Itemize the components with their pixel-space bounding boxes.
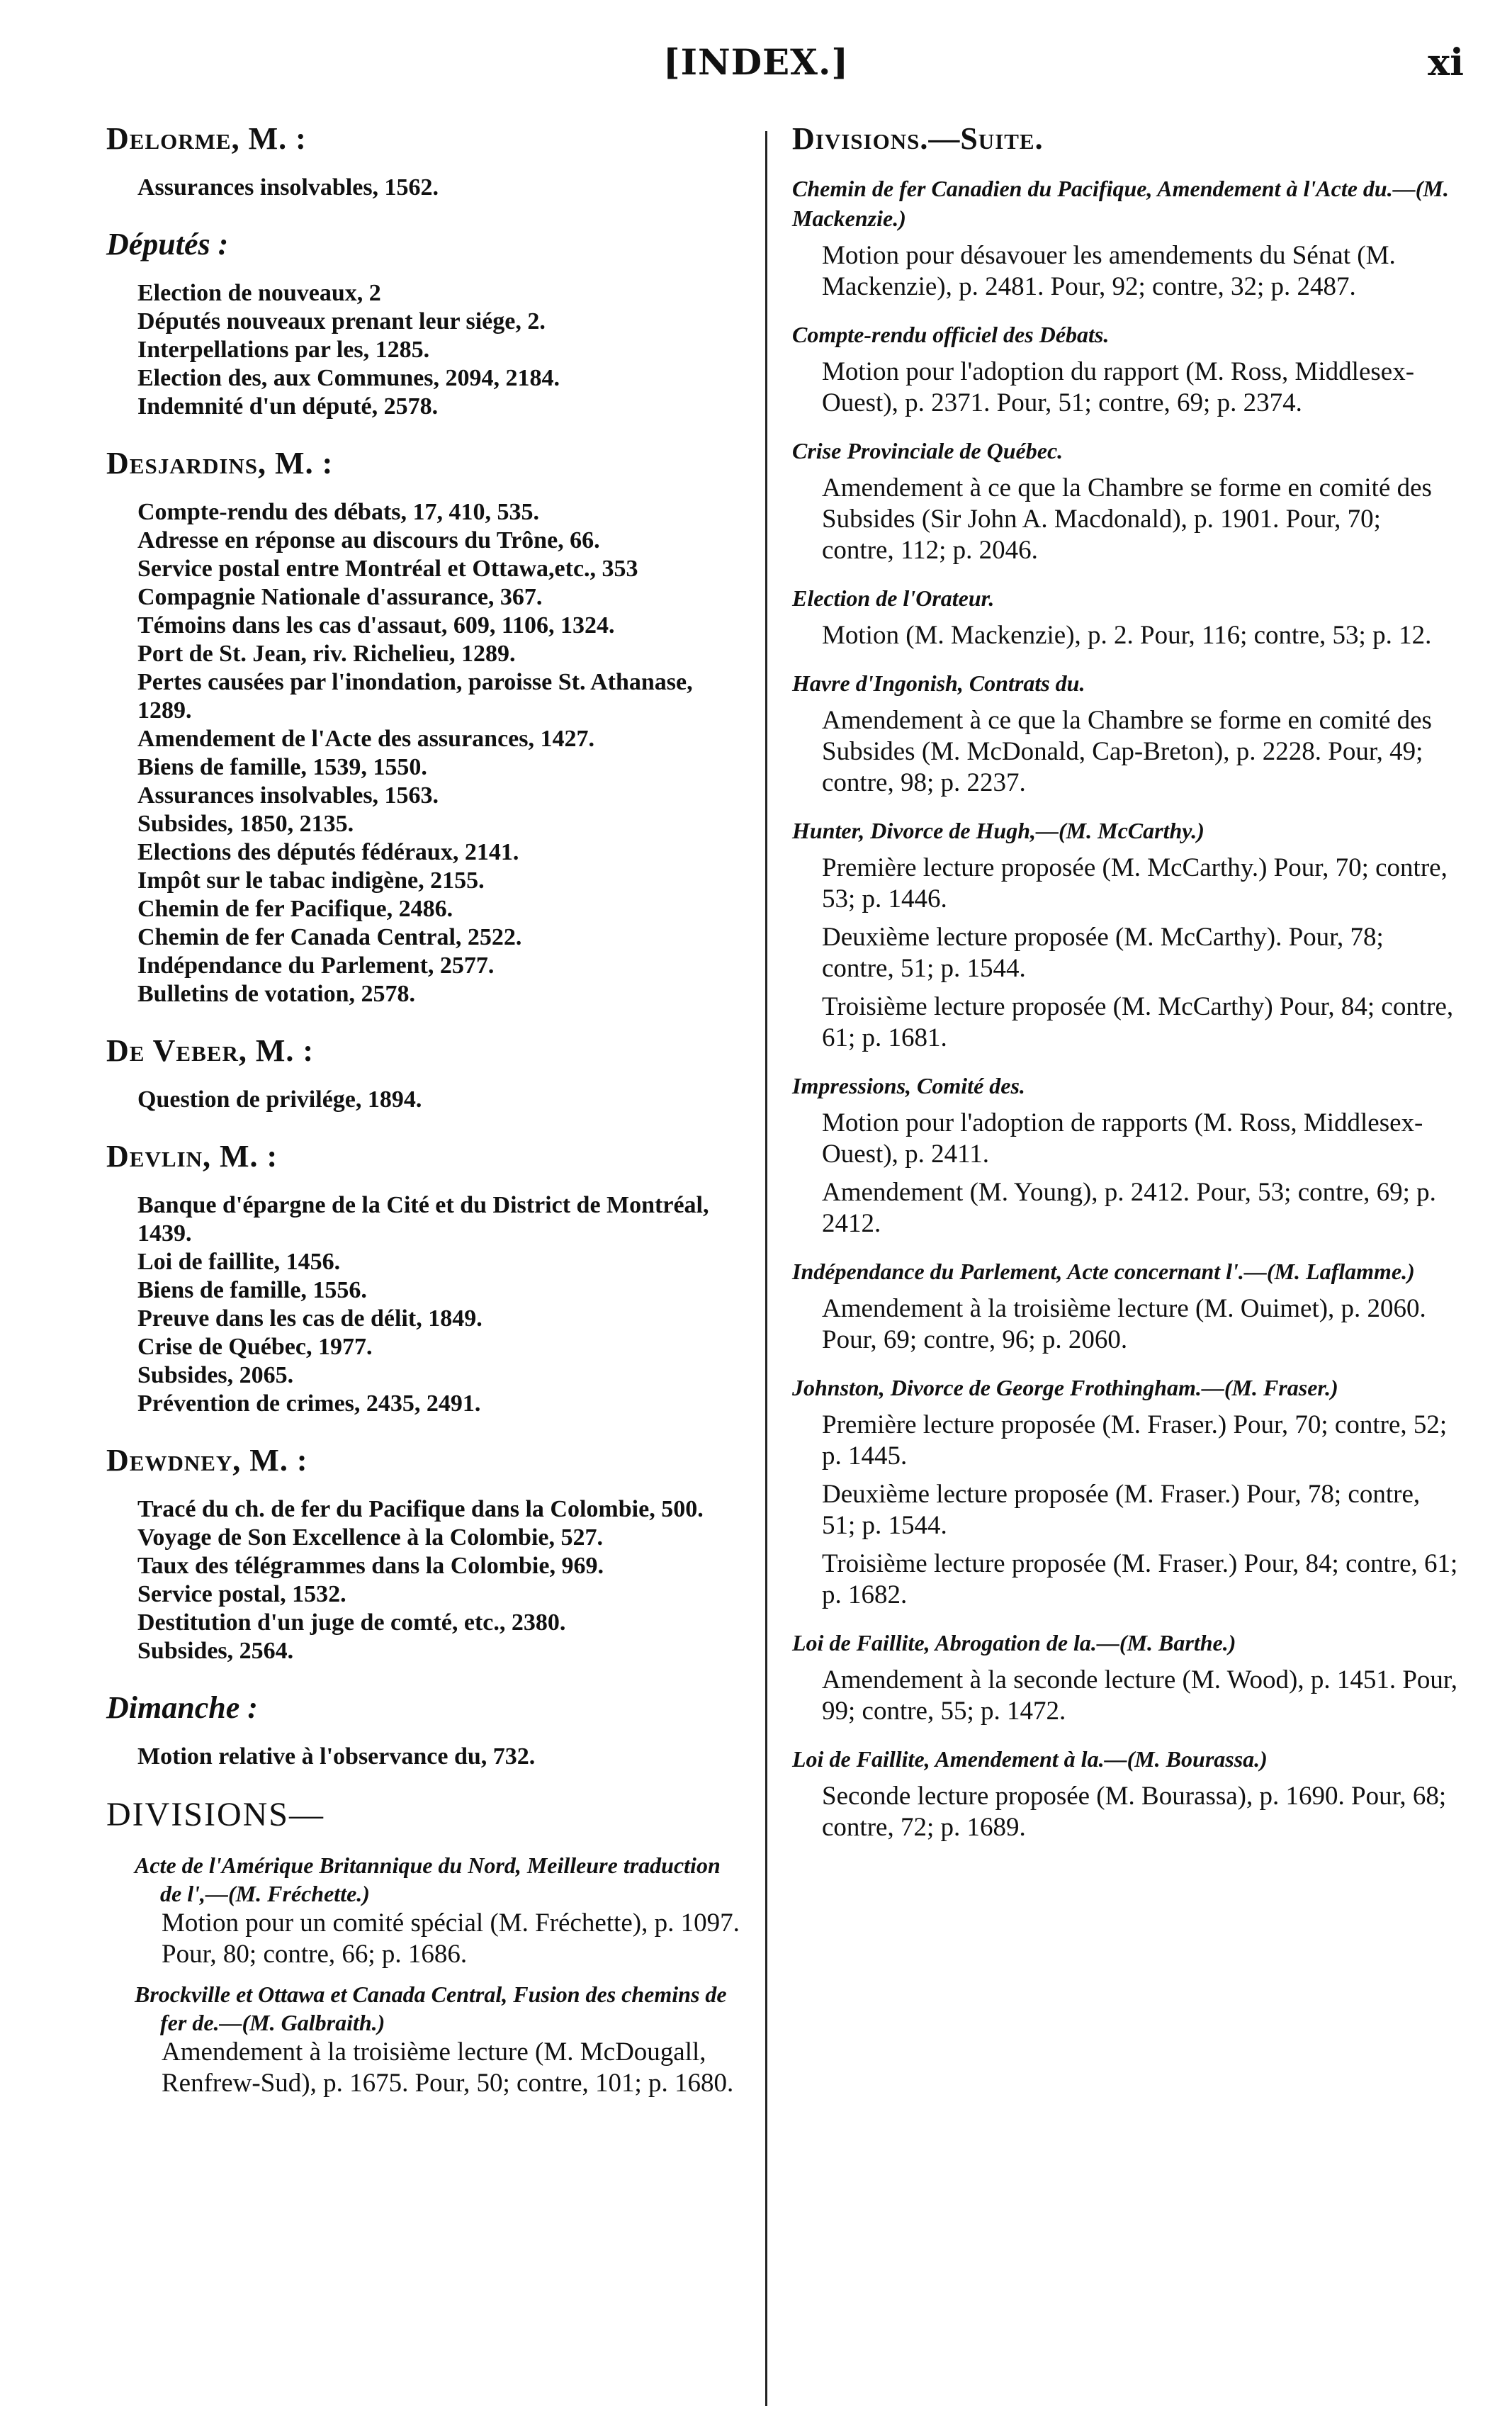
index-entry: Biens de famille, 1539, 1550. xyxy=(137,754,427,780)
division-title: Crise Provinciale de Québec. xyxy=(792,438,1064,463)
index-entry: Compte-rendu des débats, 17, 410, 535. xyxy=(137,499,540,525)
division-result: Troisième lecture proposée (M. McCarthy) Pour, 84; contre, 61; p. 1681. xyxy=(822,992,1454,1052)
index-entry: Biens de famille, 1556. xyxy=(137,1277,367,1303)
section-heading: Députés : xyxy=(106,227,229,262)
division-title: Chemin de fer Canadien du Pacifique, Amendement à l'Acte du.—(M. Mackenzie.) xyxy=(792,176,1449,231)
index-entry: Election de nouveaux, 2 xyxy=(137,280,381,306)
division-result: Amendement à ce que la Chambre se forme en comité des Subsides (Sir John A. Macdonald), p. 1901. Pour, 70; contre, 112; p. 2046. xyxy=(822,473,1432,565)
section-heading: De Veber, M. : xyxy=(106,1033,315,1068)
division-result: Motion pour l'adoption du rapport (M. Ross, Middlesex-Ouest), p. 2371. Pour, 51; contre, 69; p. 2374. xyxy=(822,357,1415,417)
division-result: Amendement (M. Young), p. 2412. Pour, 53; contre, 69; p. 2412. xyxy=(822,1178,1436,1238)
index-entry: Elections des députés fédéraux, 2141. xyxy=(137,839,519,865)
division-result: Amendement à la seconde lecture (M. Wood), p. 1451. Pour, 99; contre, 55; p. 1472. xyxy=(822,1665,1458,1726)
division-result: Amendement à la troisième lecture (M. McDougall, Renfrew-Sud), p. 1675. Pour, 50; contre, 101; p. 1680. xyxy=(162,2037,734,2098)
section-heading: Dimanche : xyxy=(106,1690,258,1725)
division-title: Compte-rendu officiel des Débats. xyxy=(792,322,1110,347)
division-item xyxy=(792,1071,1458,1239)
column-divider xyxy=(765,131,767,2406)
index-entry: Chemin de fer Canada Central, 2522. xyxy=(137,924,522,950)
entry-list xyxy=(137,498,744,1008)
index-entry: Pertes causées par l'inondation, paroisse St. Athanase, 1289. xyxy=(137,669,693,724)
division-title: Indépendance du Parlement, Acte concernant l'.—(M. Laflamme.) xyxy=(792,1259,1415,1284)
division-item xyxy=(792,1257,1458,1356)
index-entry: Bulletins de votation, 2578. xyxy=(137,981,415,1007)
section-heading: Delorme, M. : xyxy=(106,121,307,156)
index-entry: Election des, aux Communes, 2094, 2184. xyxy=(137,365,560,391)
division-item xyxy=(792,668,1458,799)
index-entry: Assurances insolvables, 1562. xyxy=(137,174,439,201)
index-entry: Compagnie Nationale d'assurance, 367. xyxy=(137,584,543,610)
index-entry: Port de St. Jean, riv. Richelieu, 1289. xyxy=(137,641,516,667)
index-entry: Loi de faillite, 1456. xyxy=(137,1249,341,1275)
division-result: Amendement à la troisième lecture (M. Ouimet), p. 2060. Pour, 69; contre, 96; p. 2060. xyxy=(822,1294,1426,1354)
index-entry: Voyage de Son Excellence à la Colombie, 527. xyxy=(137,1524,603,1551)
entry-list xyxy=(137,1743,744,1771)
page-number: xi xyxy=(1428,41,1464,84)
division-title: Hunter, Divorce de Hugh,—(M. McCarthy.) xyxy=(792,818,1204,843)
index-entry: Motion relative à l'observance du, 732. xyxy=(137,1743,536,1770)
index-entry: Taux des télégrammes dans la Colombie, 969. xyxy=(137,1553,604,1579)
divisions-heading: DIVISIONS— xyxy=(106,1796,325,1833)
section-heading: Desjardins, M. : xyxy=(106,446,334,480)
index-entry: Indemnité d'un député, 2578. xyxy=(137,393,439,420)
index-entry: Subsides, 2564. xyxy=(137,1638,294,1664)
index-entry: Service postal entre Montréal et Ottawa,etc., 353 xyxy=(137,556,638,582)
entry-list xyxy=(137,1086,744,1114)
index-entry: Interpellations par les, 1285. xyxy=(137,337,430,363)
right-column xyxy=(792,120,1458,1860)
index-entry: Question de privilége, 1894. xyxy=(137,1086,422,1113)
index-entry: Subsides, 1850, 2135. xyxy=(137,811,354,837)
section-heading: Dewdney, M. : xyxy=(106,1443,308,1478)
index-entry: Crise de Québec, 1977. xyxy=(137,1334,373,1360)
index-entry: Impôt sur le tabac indigène, 2155. xyxy=(137,867,485,894)
division-title: Johnston, Divorce de George Frothingham.—(M. Fraser.) xyxy=(792,1375,1338,1400)
index-entry: Preuve dans les cas de délit, 1849. xyxy=(137,1305,483,1332)
index-entry: Tracé du ch. de fer du Pacifique dans la Colombie, 500. xyxy=(137,1496,704,1522)
divisions-continued-heading: Divisions.—Suite. xyxy=(792,121,1044,156)
division-item xyxy=(792,1744,1458,1843)
index-entry: Adresse en réponse au discours du Trône, 66. xyxy=(137,527,600,553)
division-item xyxy=(792,1373,1458,1611)
index-entry: Subsides, 2065. xyxy=(137,1362,294,1388)
index-entry: Députés nouveaux prenant leur siége, 2. xyxy=(137,308,546,335)
division-title: Brockville et Ottawa et Canada Central, Fusion des chemins de fer de.—(M. Galbraith.) xyxy=(135,1981,727,2035)
division-item xyxy=(792,816,1458,1054)
index-entry: Banque d'épargne de la Cité et du District de Montréal, 1439. xyxy=(137,1192,709,1247)
division-result: Deuxième lecture proposée (M. Fraser.) Pour, 78; contre, 51; p. 1544. xyxy=(822,1480,1421,1540)
division-title: Loi de Faillite, Amendement à la.—(M. Bourassa.) xyxy=(792,1746,1268,1772)
division-result: Motion (M. Mackenzie), p. 2. Pour, 116; contre, 53; p. 12. xyxy=(822,621,1432,650)
division-result: Deuxième lecture proposée (M. McCarthy). Pour, 78; contre, 51; p. 1544. xyxy=(822,923,1384,983)
division-title: Loi de Faillite, Abrogation de la.—(M. Barthe.) xyxy=(792,1630,1236,1655)
division-title: Impressions, Comité des. xyxy=(792,1073,1025,1098)
index-entry: Assurances insolvables, 1563. xyxy=(137,782,439,809)
index-entry: Destitution d'un juge de comté, etc., 2380. xyxy=(137,1609,566,1636)
division-result: Première lecture proposée (M. Fraser.) Pour, 70; contre, 52; p. 1445. xyxy=(822,1410,1448,1471)
division-title: Acte de l'Amérique Britannique du Nord, Meilleure traduction de l',—(M. Fréchette.) xyxy=(135,1853,721,1906)
division-title: Election de l'Orateur. xyxy=(792,585,995,611)
division-result: Seconde lecture proposée (M. Bourassa), p. 1690. Pour, 68; contre, 72; p. 1689. xyxy=(822,1782,1447,1842)
left-column xyxy=(106,120,744,2109)
index-entry: Service postal, 1532. xyxy=(137,1581,346,1607)
entry-list xyxy=(137,1191,744,1418)
page-header xyxy=(0,41,1512,91)
division-result: Première lecture proposée (M. McCarthy.) Pour, 70; contre, 53; p. 1446. xyxy=(822,853,1448,913)
division-result: Motion pour un comité spécial (M. Fréchette), p. 1097. Pour, 80; contre, 66; p. 1686. xyxy=(162,1908,740,1969)
division-result: Motion pour l'adoption de rapports (M. Ross, Middlesex-Ouest), p. 2411. xyxy=(822,1108,1423,1169)
running-title: [INDEX.] xyxy=(662,41,850,83)
division-title: Havre d'Ingonish, Contrats du. xyxy=(792,670,1085,696)
division-item xyxy=(792,1628,1458,1727)
division-result: Troisième lecture proposée (M. Fraser.) Pour, 84; contre, 61; p. 1682. xyxy=(822,1549,1458,1609)
entry-list xyxy=(137,1495,744,1665)
division-item xyxy=(792,174,1458,303)
index-entry: Chemin de fer Pacifique, 2486. xyxy=(137,896,453,922)
index-entry: Témoins dans les cas d'assaut, 609, 1106, 1324. xyxy=(137,612,615,639)
division-item xyxy=(135,1980,744,2099)
division-item xyxy=(792,583,1458,651)
entry-list xyxy=(137,279,744,421)
entry-list xyxy=(137,174,744,202)
division-item xyxy=(792,436,1458,566)
division-item xyxy=(135,1851,744,1970)
division-result: Motion pour désavouer les amendements du Sénat (M. Mackenzie), p. 2481. Pour, 92; contre, 32; p. 2487. xyxy=(822,241,1396,301)
index-entry: Amendement de l'Acte des assurances, 1427. xyxy=(137,726,594,752)
section-heading: Devlin, M. : xyxy=(106,1139,278,1174)
division-result: Amendement à ce que la Chambre se forme en comité des Subsides (M. McDonald, Cap-Breton), p. 2228. Pour, 49; contre, 98; p. 2237. xyxy=(822,706,1432,797)
index-entry: Prévention de crimes, 2435, 2491. xyxy=(137,1390,481,1417)
index-entry: Indépendance du Parlement, 2577. xyxy=(137,952,495,979)
division-item xyxy=(792,320,1458,419)
